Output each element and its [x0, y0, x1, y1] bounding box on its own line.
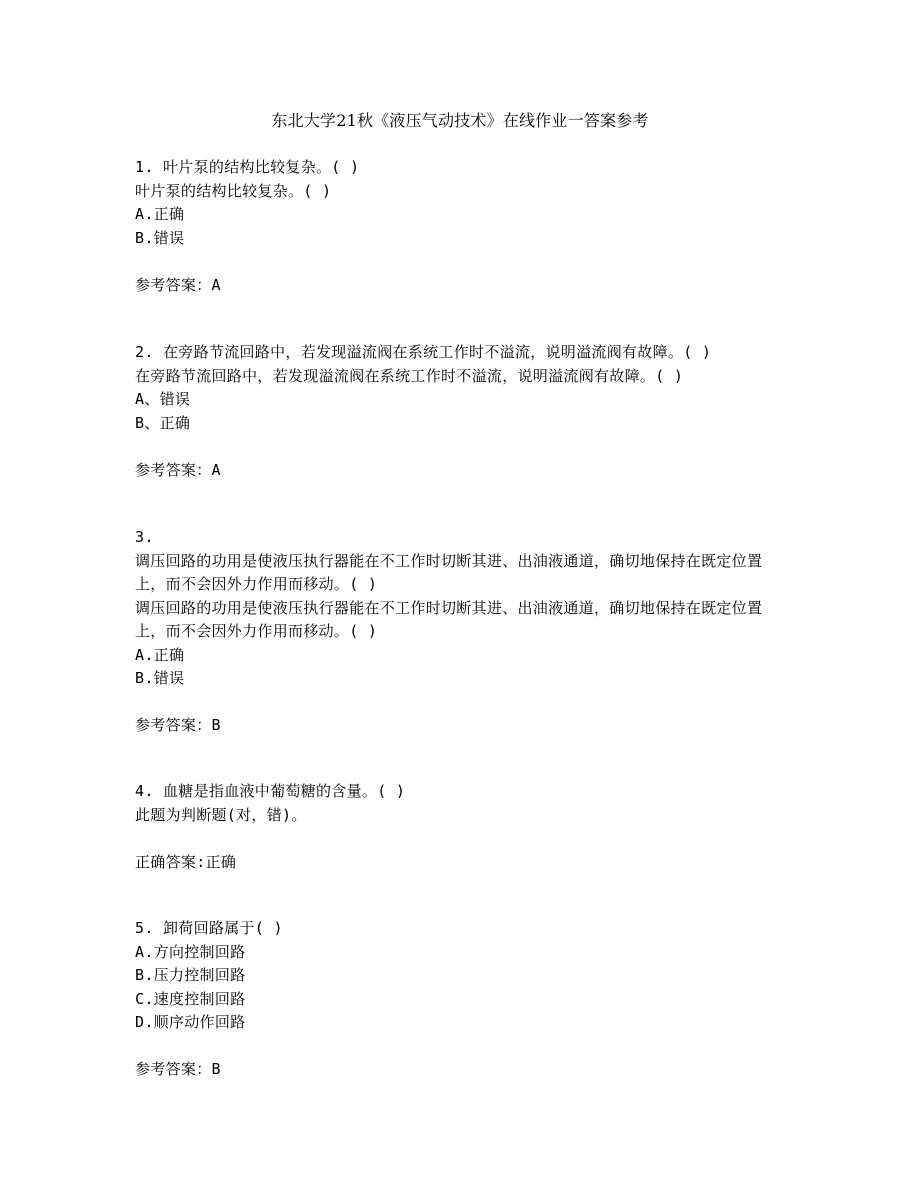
option-b: B、正确	[135, 413, 191, 432]
question-3	[135, 526, 790, 738]
answer-text: 参考答案：B	[135, 716, 221, 734]
option-b: B.错误	[135, 228, 185, 247]
question-number: 3.	[135, 528, 154, 546]
question-4	[135, 780, 790, 874]
question-5	[135, 917, 790, 1082]
option-a: A.正确	[135, 645, 185, 664]
document-title: 东北大学21秋《液压气动技术》在线作业一答案参考	[271, 111, 649, 130]
option-b: B.错误	[135, 669, 185, 687]
question-stem: 在旁路节流回路中，若发现溢流阀在系统工作时不溢流，说明溢流阀有故障。( )	[135, 366, 684, 385]
option-b: B.压力控制回路	[135, 966, 246, 984]
question-2	[135, 341, 790, 482]
answer-text: 参考答案：B	[135, 1060, 221, 1078]
option-a: A.正确	[135, 205, 185, 223]
question-1	[135, 156, 790, 297]
answer-text: 正确答案:正确	[135, 852, 237, 871]
question-stem: 此题为判断题(对，错)。	[135, 805, 307, 824]
question-stem: 调压回路的功用是使液压执行器能在不工作时切断其进、出油液通道，确切地保持在既定位置上，而不会因外力作用而移动。( )	[135, 598, 763, 640]
question-stem: 叶片泵的结构比较复杂。( )	[135, 181, 332, 200]
question-heading: 1. 叶片泵的结构比较复杂。( )	[135, 158, 360, 176]
question-heading: 调压回路的功用是使液压执行器能在不工作时切断其进、出油液通道，确切地保持在既定位置上，而不会因外力作用而移动。( )	[135, 551, 763, 593]
option-d: D.顺序动作回路	[135, 1013, 246, 1031]
question-heading: 2. 在旁路节流回路中，若发现溢流阀在系统工作时不溢流，说明溢流阀有故障。( )	[135, 343, 712, 361]
option-a: A.方向控制回路	[135, 942, 246, 961]
option-a: A、错误	[135, 390, 191, 408]
question-heading: 4. 血糖是指血液中葡萄糖的含量。( )	[135, 782, 406, 800]
question-heading: 5. 卸荷回路属于( )	[135, 919, 283, 937]
answer-text: 参考答案：A	[135, 275, 221, 294]
option-c: C.速度控制回路	[135, 989, 246, 1008]
answer-text: 参考答案：A	[135, 460, 221, 479]
